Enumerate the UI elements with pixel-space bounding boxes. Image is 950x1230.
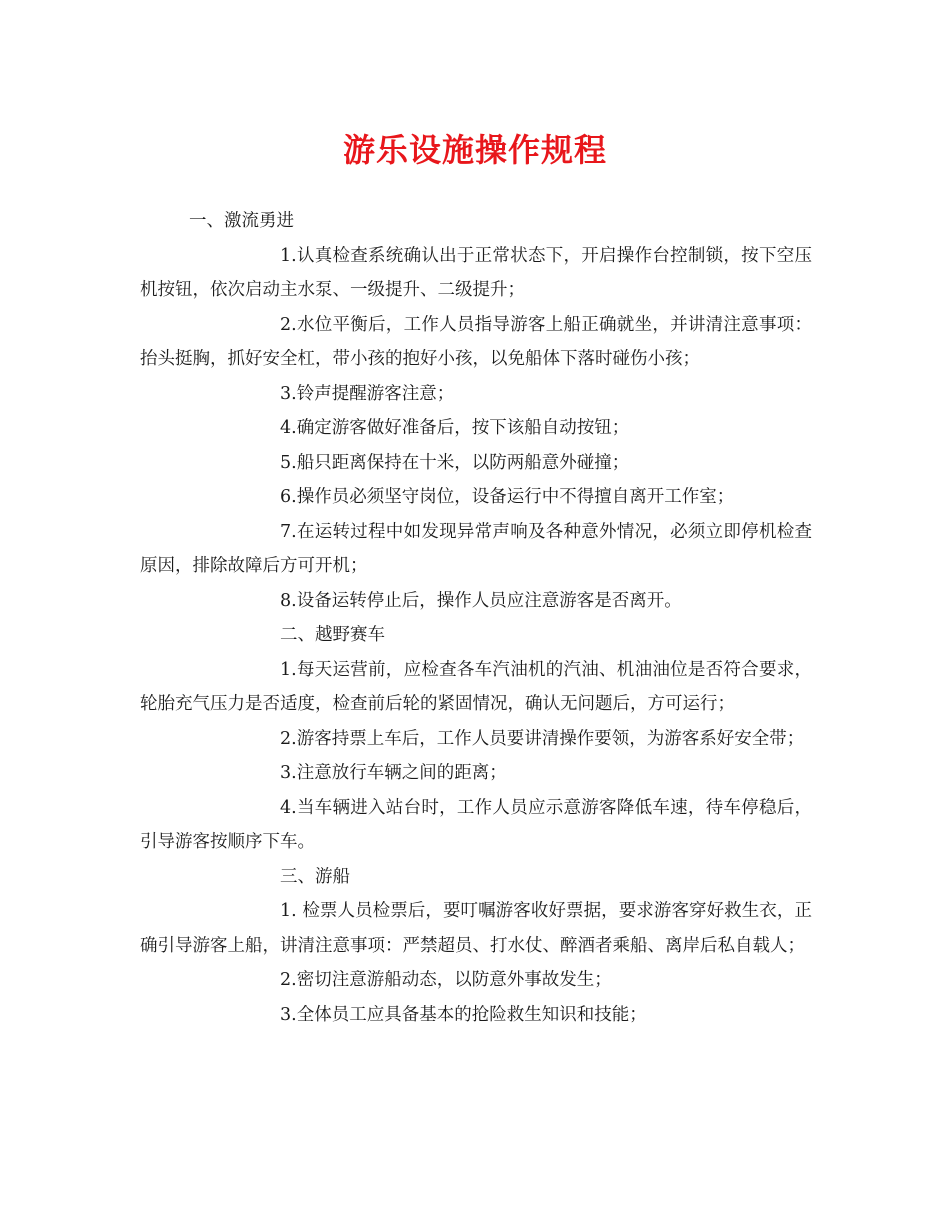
section-item: 6.操作员必须坚守岗位，设备运行中不得擅自离开工作室； xyxy=(280,487,735,507)
section-item: 3.全体员工应具备基本的抢险救生知识和技能； xyxy=(280,1004,647,1025)
section-heading: 二、越野赛车 xyxy=(280,625,385,645)
section-item: 2.密切注意游船动态，以防意外事故发生； xyxy=(280,970,612,990)
section-heading: 一、激流勇进 xyxy=(189,211,294,231)
section-item: 7.在运转过程中如发现异常声响及各种意外情况，必须立即停机检查原因，排除故障后方可开机； xyxy=(140,521,812,576)
section-item: 2.水位平衡后，工作人员指导游客上船正确就坐，并讲清注意事项：抬头挺胸，抓好安全杠，带小孩的抱好小孩，以免船体下落时碰伤小孩； xyxy=(140,314,812,369)
section-item: 5.船只距离保持在十米，以防两船意外碰撞； xyxy=(280,452,630,473)
section-item: 2.游客持票上车后，工作人员要讲清操作要领，为游客系好安全带； xyxy=(280,728,805,749)
section-item: 8.设备运转停止后，操作人员应注意游客是否离开。 xyxy=(280,590,682,611)
section-item: 3.铃声提醒游客注意； xyxy=(280,383,455,404)
section-item: 1.认真检查系统确认出于正常状态下，开启操作台控制锁，按下空压机按钮，依次启动主水泵、一级提升、二级提升； xyxy=(140,245,812,300)
section-item: 1.每天运营前，应检查各车汽油机的汽油、机油油位是否符合要求，轮胎充气压力是否适度，检查前后轮的紧固情况，确认无问题后，方可运行； xyxy=(140,659,812,714)
section-item: 1. 检票人员检票后，要叮嘱游客收好票据，要求游客穿好救生衣，正确引导游客上船，讲清注意事项：严禁超员、打水仗、醉酒者乘船、离岸后私自载人； xyxy=(140,901,812,956)
section-heading: 三、游船 xyxy=(280,866,350,887)
document-body xyxy=(140,204,812,1032)
section-item: 3.注意放行车辆之间的距离； xyxy=(280,763,507,783)
section-item: 4.当车辆进入站台时，工作人员应示意游客降低车速，待车停稳后，引导游客按顺序下车。 xyxy=(140,797,812,852)
document-title: 游乐设施操作规程 xyxy=(342,131,607,169)
section-item: 4.确定游客做好准备后，按下该船自动按钮； xyxy=(280,418,630,438)
